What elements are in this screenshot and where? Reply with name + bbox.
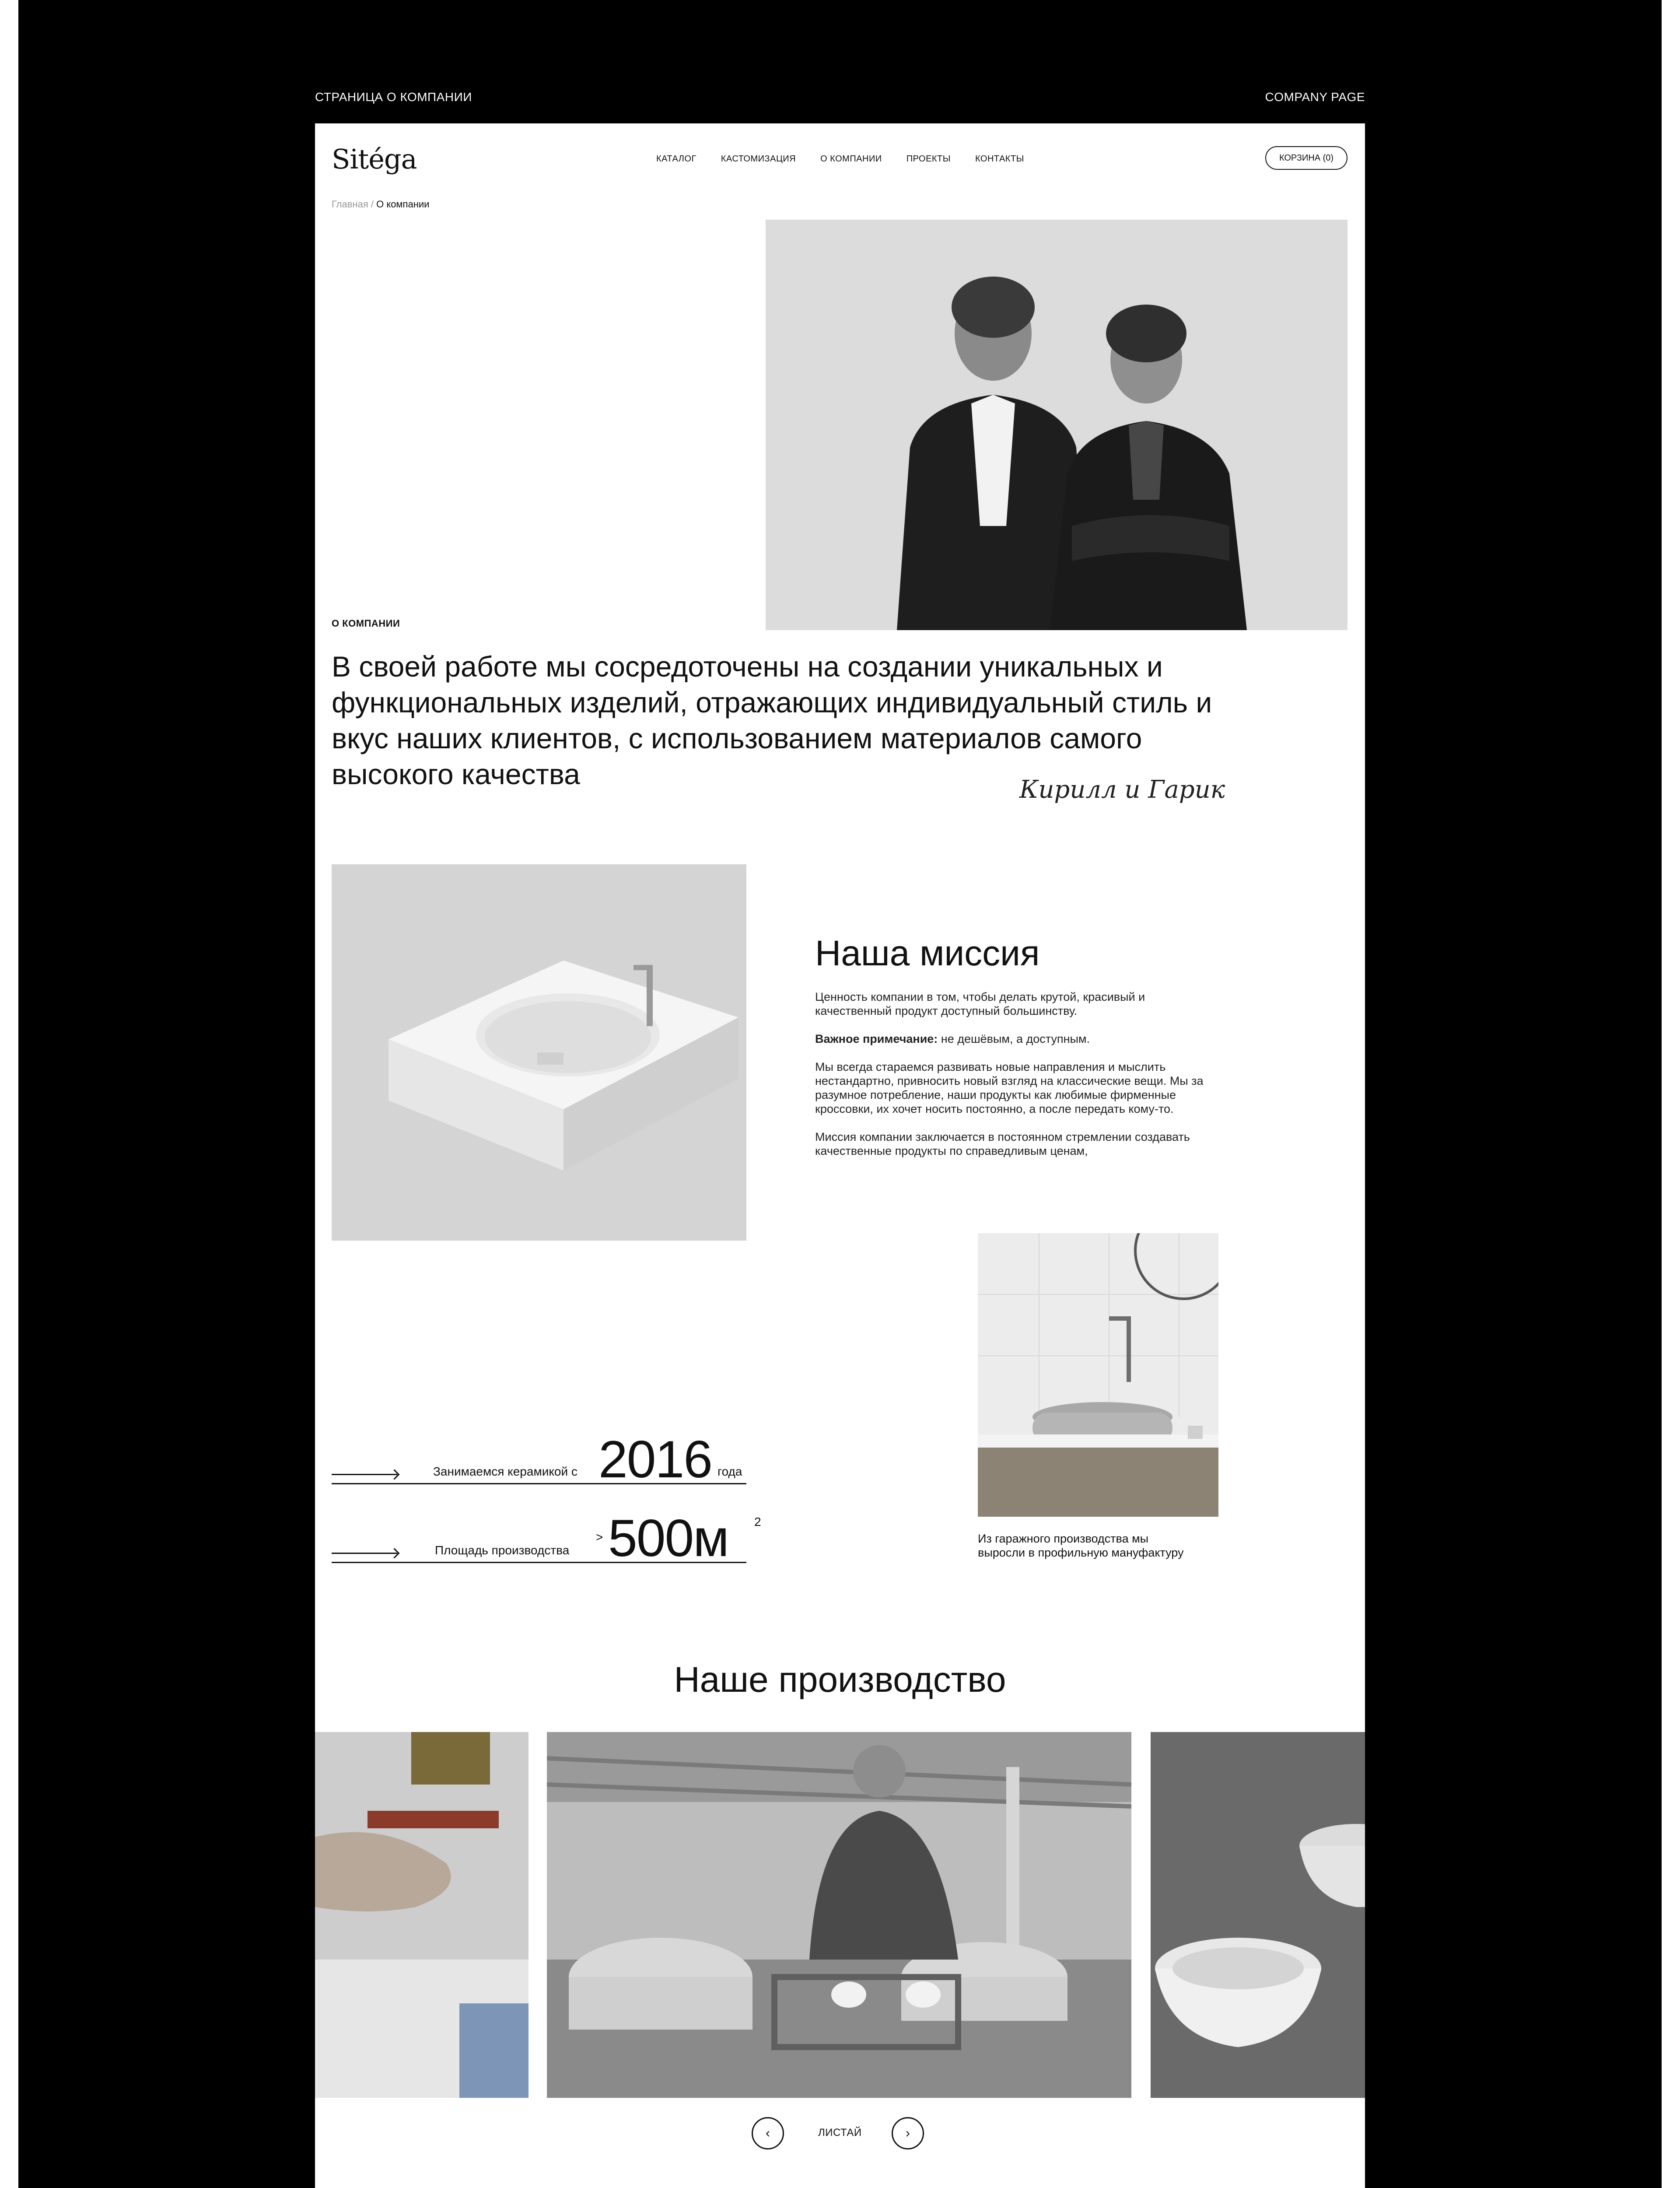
chevron-right-icon: › <box>906 2126 910 2140</box>
gallery-image-bowls <box>1151 1732 1365 2098</box>
breadcrumb <box>332 199 429 210</box>
gallery-pager <box>315 2117 1365 2152</box>
vanity-caption: Из гаражного производства мы выросли в профильную мануфактуру <box>978 1532 1184 1559</box>
site-logo[interactable]: Sitéga <box>332 143 417 175</box>
nav-contacts[interactable]: КОНТАКТЫ <box>975 154 1024 164</box>
founders-photo <box>766 220 1348 630</box>
stat-since-suffix: года <box>718 1465 742 1478</box>
about-section-label: О КОМПАНИИ <box>332 618 400 629</box>
gallery-pager-label: ЛИСТАЙ <box>818 2127 862 2139</box>
company-page <box>315 123 1365 2188</box>
sink-photo-square <box>332 864 746 1241</box>
production-title: Наше производство <box>674 1660 1006 1700</box>
mission-note-label: Важное примечание: <box>815 1032 938 1045</box>
chevron-left-icon: ‹ <box>766 2126 770 2140</box>
mission-paragraph-3: Мы всегда стараемся развивать новые направления и мыслить нестандартно, привносить новый взгляд на классические вещи. Мы за разумное потребление, наши продукты как любимые фирменные кроссовки, их хочет носить постоянно, а после передать кому-то. <box>815 1060 1204 1115</box>
gallery-prev-button[interactable] <box>752 2117 784 2149</box>
breadcrumb-separator: / <box>368 199 377 210</box>
about-lead-text: В своей работе мы сосредоточены на создании уникальных и функциональных изделий, отражающих индивидуальный стиль и вкус наших клиентов, с использованием материалов самого высокого качества <box>332 650 1212 790</box>
mission-paragraph-4: Миссия компании заключается в постоянном стремлении создавать качественные продукты по справедливым ценам, <box>815 1130 1190 1157</box>
founders-signature: Кирилл и Гарик <box>1019 775 1225 804</box>
gallery-bowls-illustration <box>1151 1732 1365 2098</box>
stat-since-value: 2016 <box>598 1430 712 1489</box>
gallery-next-button[interactable] <box>892 2117 924 2149</box>
stat-area-superscript: 2 <box>754 1515 761 1529</box>
mission-note <box>815 1032 1209 1046</box>
gallery-workshop-illustration <box>547 1732 1131 2098</box>
mission-text <box>815 990 1209 1172</box>
stat-since-label: Занимаемся керамикой с <box>433 1465 578 1478</box>
mission-paragraph-1: Ценность компании в том, чтобы делать крутой, красивый и качественный продукт доступный большинству. <box>815 990 1145 1017</box>
nav-customization[interactable]: КАСТОМИЗАЦИЯ <box>721 154 796 164</box>
cart-button[interactable]: КОРЗИНА (0) <box>1265 146 1348 170</box>
mission-title: Наша миссия <box>815 933 1040 973</box>
frame-label-left: СТРАНИЦА О КОМПАНИИ <box>315 90 472 104</box>
main-nav <box>656 154 1024 164</box>
sink-square-illustration <box>332 864 746 1241</box>
stat-since-year <box>332 1430 746 1489</box>
left-margin <box>0 0 18 2188</box>
sink-vanity-illustration <box>978 1233 1218 1517</box>
frame-label-right: COMPANY PAGE <box>1265 90 1365 104</box>
gallery-image-hands <box>315 1732 528 2098</box>
stat-area-label: Площадь производства <box>435 1543 570 1557</box>
nav-about[interactable]: О КОМПАНИИ <box>820 154 882 164</box>
stat-area-value: 500м <box>608 1509 728 1567</box>
mission-note-text: не дешёвым, а доступным. <box>938 1032 1090 1045</box>
breadcrumb-current: О компании <box>376 199 430 210</box>
stat-area-prefix: > <box>596 1530 603 1544</box>
breadcrumb-home[interactable]: Главная <box>332 199 368 210</box>
nav-projects[interactable]: ПРОЕКТЫ <box>906 154 951 164</box>
right-margin <box>1662 0 1680 2188</box>
arrow-right-icon <box>332 1474 397 1475</box>
sink-photo-vanity <box>978 1233 1218 1517</box>
stat-area <box>332 1509 761 1567</box>
gallery-image-workshop <box>547 1732 1131 2098</box>
arrow-right-icon <box>332 1553 397 1554</box>
gallery-hands-illustration <box>315 1732 528 2098</box>
founders-photo-illustration <box>766 220 1348 630</box>
nav-catalog[interactable]: КАТАЛОГ <box>656 154 696 164</box>
